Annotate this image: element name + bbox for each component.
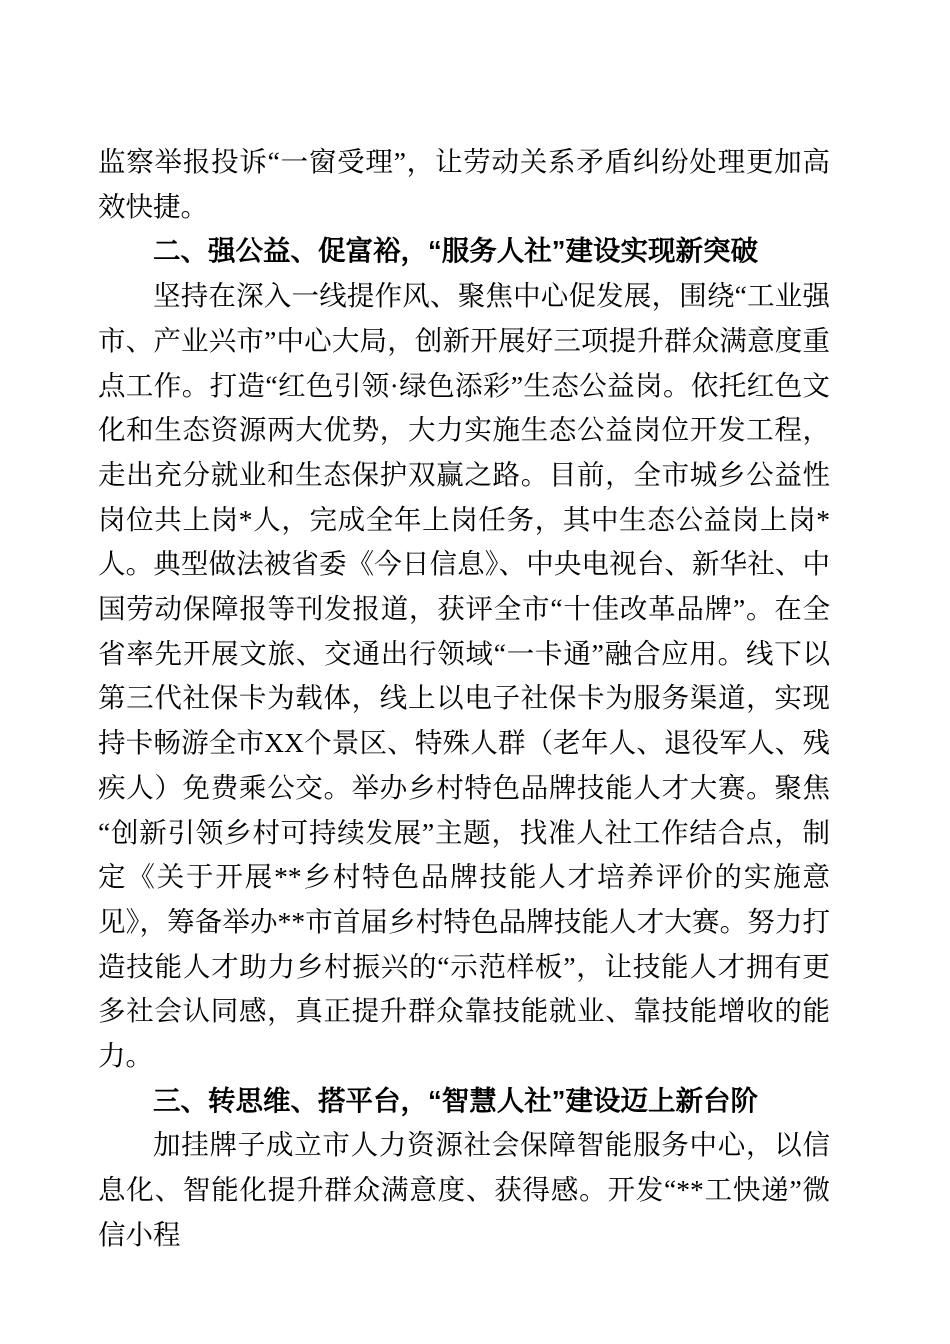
document-body <box>98 140 830 1258</box>
paragraph: 坚持在深入一线提作风、聚焦中心促发展，围绕“工业强市、产业兴市”中心大局，创新开展好三项提升群众满意度重点工作。打造“红色引领·绿色添彩”生态公益岗。依托红色文化和生态资源两大优势，大力实施生态公益岗位开发工程，走出充分就业和生态保护双赢之路。目前，全市城乡公益性岗位共上岗*人，完成全年上岗任务，其中生态公益岗上岗*人。典型做法被省委《今日信息》、中央电视台、新华社、中国劳动保障报等刊发报道，获评全市“十佳改革品牌”。在全省率先开展文旅、交通出行领域“一卡通”融合应用。线下以第三代社保卡为载体，线上以电子社保卡为服务渠道，实现持卡畅游全市XX个景区、特殊人群（老年人、退役军人、残疾人）免费乘公交。举办乡村特色品牌技能人才大赛。聚焦“创新引领乡村可持续发展”主题，找准人社工作结合点，制定《关于开展**乡村特色品牌技能人才培养评价的实施意见》，筹备举办**市首届乡村特色品牌技能人才大赛。努力打造技能人才助力乡村振兴的“示范样板”，让技能人才拥有更多社会认同感，真正提升群众靠技能就业、靠技能增收的能力。 <box>98 280 830 1072</box>
paragraph: 加挂牌子成立市人力资源社会保障智能服务中心，以信息化、智能化提升群众满意度、获得感。开发“**工快递”微信小程 <box>98 1129 830 1250</box>
section-heading: 二、强公益、促富裕，“服务人社”建设实现新突破 <box>153 235 758 267</box>
paragraph: 监察举报投诉“一窗受理”，让劳动关系矛盾纠纷处理更加高效快捷。 <box>98 146 830 222</box>
section-heading: 三、转思维、搭平台，“智慧人社”建设迈上新台阶 <box>153 1084 758 1116</box>
